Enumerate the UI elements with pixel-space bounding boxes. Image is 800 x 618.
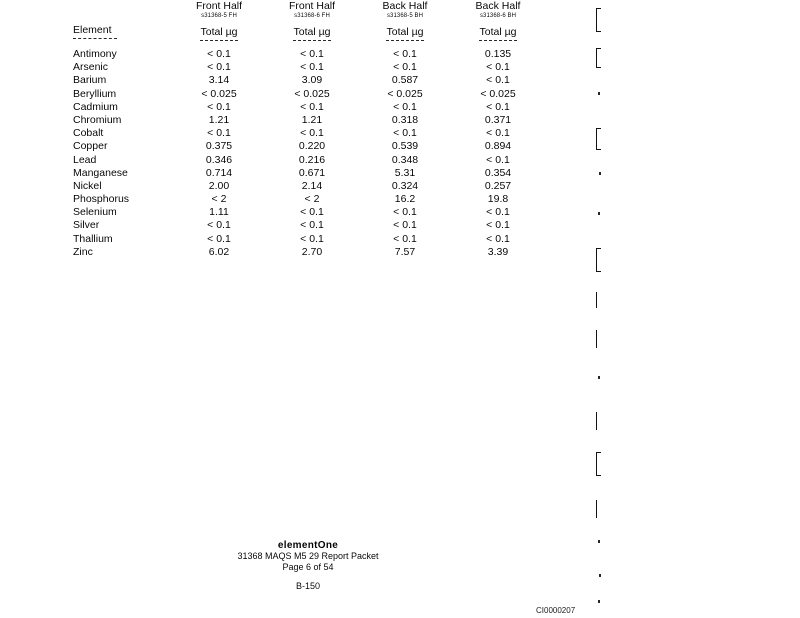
column-unit: Total µg: [479, 26, 517, 38]
element-name: Antimony: [73, 48, 117, 60]
table-cell: < 0.1: [393, 48, 417, 60]
table-cell: 1.21: [208, 113, 230, 126]
column-sample-id: s31368-5 FH: [201, 13, 237, 19]
table-row: [0, 127, 600, 140]
column-type: Front Half: [195, 0, 243, 12]
table-cell: 0.714: [205, 166, 233, 179]
table-row: [0, 88, 600, 101]
element-header-label: Element: [73, 24, 112, 36]
table-row: [0, 114, 600, 127]
edge-mark: [596, 8, 601, 32]
column-sample-id: s31368-6 FH: [294, 13, 330, 19]
table-cell: < 0.025: [294, 87, 330, 100]
table-cell: 16.2: [394, 193, 416, 206]
table-cell: < 0.1: [393, 127, 417, 140]
column-sample-id: s31368-5 BH: [386, 13, 424, 19]
table-cell: < 0.1: [486, 219, 510, 232]
page-code: B-150: [295, 581, 321, 591]
column-unit: Total µg: [293, 26, 331, 38]
element-name: Cadmium: [73, 100, 118, 113]
element-name: Barium: [73, 74, 107, 87]
table-row: [0, 154, 600, 167]
table-cell: < 0.025: [480, 87, 516, 100]
table-row: [0, 101, 600, 114]
element-name: Lead: [73, 153, 97, 166]
table-cell: 0.346: [205, 153, 233, 166]
table-cell: < 0.1: [300, 100, 324, 113]
element-name: Beryllium: [73, 87, 117, 100]
table-row: [0, 219, 600, 232]
table-cell: < 0.1: [486, 127, 510, 140]
edge-mark: [596, 500, 601, 518]
edge-mark: [598, 540, 600, 543]
table-cell: 3.39: [487, 245, 509, 258]
table-cell: < 0.1: [393, 219, 417, 232]
table-cell: < 0.1: [486, 232, 510, 245]
table-cell: < 0.1: [393, 100, 417, 113]
edge-mark: [596, 330, 601, 348]
edge-mark: [598, 600, 600, 603]
edge-mark: [596, 452, 601, 476]
column-unit: Total µg: [200, 26, 238, 38]
table-cell: < 0.1: [207, 127, 231, 140]
header-underline: [479, 40, 517, 41]
document-id: CI0000207: [536, 606, 576, 615]
table-cell: < 0.1: [393, 61, 417, 74]
table-cell: < 0.1: [207, 232, 231, 245]
table-row: [0, 180, 600, 193]
header-underline: [200, 40, 238, 41]
table-cell: < 0.1: [300, 232, 324, 245]
column-type: Back Half: [475, 0, 521, 12]
element-name: Chromium: [73, 113, 122, 126]
table-row: [0, 167, 600, 180]
column-header-3: [360, 0, 450, 41]
edge-mark: [596, 128, 601, 150]
table-cell: 0.220: [298, 140, 326, 153]
element-name: Zinc: [73, 245, 93, 258]
table-cell: < 0.025: [387, 87, 423, 100]
table-cell: 1.21: [301, 113, 323, 126]
table-cell: 7.57: [394, 245, 416, 258]
table-cell: 3.09: [301, 74, 323, 87]
table-cell: < 0.1: [207, 219, 231, 232]
column-type: Back Half: [382, 0, 428, 12]
element-name: Phosphorus: [73, 193, 130, 206]
table-cell: 0.671: [298, 166, 326, 179]
table-cell: 1.11: [209, 206, 229, 219]
table-cell: 0.587: [391, 74, 419, 87]
table-cell: 0.354: [484, 166, 512, 179]
scan-edge-marks: [596, 0, 610, 618]
column-unit: Total µg: [386, 26, 424, 38]
element-name: Copper: [73, 140, 108, 153]
table-cell: 0.539: [391, 140, 419, 153]
table-cell: 0.216: [298, 153, 326, 166]
table-cell: < 0.1: [486, 153, 510, 166]
edge-mark: [599, 172, 601, 175]
table-row: [0, 48, 600, 61]
table-cell: < 2: [304, 193, 320, 206]
table-cell: < 0.1: [486, 206, 510, 219]
edge-mark: [598, 212, 600, 215]
table-cell: < 0.1: [486, 61, 510, 74]
column-sample-id: s31368-6 BH: [479, 13, 517, 19]
table-cell: 3.14: [208, 74, 230, 87]
table-cell: < 0.1: [486, 74, 510, 87]
element-name: Manganese: [73, 166, 128, 179]
report-title: 31368 MAQS M5 29 Report Packet: [237, 551, 379, 561]
table-cell: < 0.1: [486, 100, 510, 113]
table-cell: < 0.025: [201, 87, 237, 100]
table-cell: 0.318: [391, 113, 419, 126]
table-cell: < 0.1: [300, 206, 324, 219]
table-cell: < 0.1: [300, 219, 324, 232]
table-cell: 6.02: [208, 245, 230, 258]
table-cell: < 0.1: [207, 48, 231, 60]
table-cell: 0.375: [205, 140, 233, 153]
table-cell: 2.70: [301, 245, 323, 258]
element-name: Nickel: [73, 179, 102, 192]
table-cell: 2.00: [208, 179, 230, 192]
table-cell: < 0.1: [300, 48, 324, 60]
edge-mark: [599, 574, 601, 577]
edge-mark: [596, 248, 601, 272]
element-name: Thallium: [73, 232, 113, 245]
table-row: [0, 246, 600, 259]
edge-mark: [598, 92, 600, 95]
column-header-2: [267, 0, 357, 41]
table-cell: < 2: [211, 193, 227, 206]
table-row: [0, 233, 600, 246]
table-row: [0, 140, 600, 153]
table-row: [0, 61, 600, 74]
results-table: [0, 48, 600, 259]
table-cell: 0.371: [484, 113, 512, 126]
table-cell: < 0.1: [393, 232, 417, 245]
element-name: Cobalt: [73, 127, 104, 140]
edge-mark: [596, 412, 601, 430]
table-cell: < 0.1: [393, 206, 417, 219]
table-cell: 19.8: [487, 193, 509, 206]
table-cell: 0.324: [391, 179, 419, 192]
table-row: [0, 206, 600, 219]
page-footer: [208, 540, 408, 592]
table-cell: 0.348: [391, 153, 419, 166]
table-cell: 0.894: [484, 140, 512, 153]
company-name: elementOne: [277, 540, 339, 551]
column-header-1: [174, 0, 264, 41]
edge-mark: [596, 292, 601, 308]
element-column-header: [73, 24, 117, 39]
table-cell: 5.31: [394, 166, 416, 179]
page-number: Page 6 of 54: [282, 562, 334, 572]
table-cell: 0.135: [484, 48, 512, 60]
table-row: [0, 74, 600, 87]
table-cell: 0.257: [484, 179, 512, 192]
edge-mark: [596, 48, 601, 68]
element-name: Selenium: [73, 206, 117, 219]
table-cell: < 0.1: [207, 61, 231, 74]
table-cell: 2.14: [301, 179, 323, 192]
edge-mark: [598, 376, 600, 379]
element-name: Silver: [73, 219, 100, 232]
table-cell: < 0.1: [300, 127, 324, 140]
table-cell: < 0.1: [207, 100, 231, 113]
table-cell: < 0.1: [300, 61, 324, 74]
header-underline: [73, 38, 117, 39]
column-header-4: [453, 0, 543, 41]
table-row: [0, 193, 600, 206]
header-underline: [293, 40, 331, 41]
column-type: Front Half: [288, 0, 336, 12]
header-underline: [386, 40, 424, 41]
element-name: Arsenic: [73, 61, 109, 74]
